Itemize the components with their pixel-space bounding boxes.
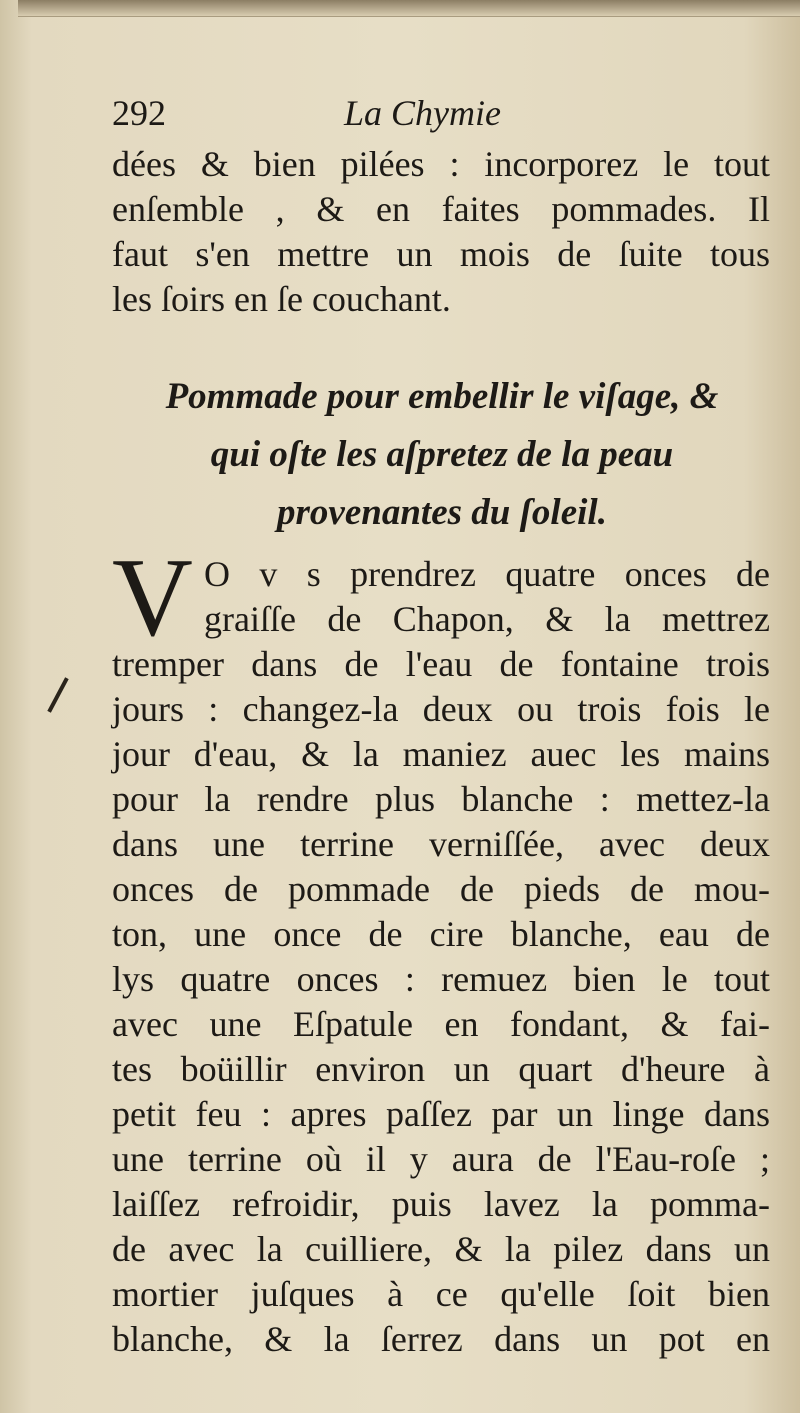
drop-cap: V bbox=[112, 536, 193, 660]
text-line: pour la rendre plus blanche : mettez-la bbox=[112, 779, 770, 819]
title-line: qui oſte les aſpretez de la peau bbox=[210, 434, 674, 475]
margin-mark bbox=[47, 677, 68, 712]
text-line: laiſſez refroidir, puis lavez la pomma- bbox=[112, 1184, 770, 1224]
text-line: dans une terrine verniſſée, avec deux bbox=[112, 824, 770, 864]
text-line: O v s prendrez quatre onces de bbox=[204, 554, 770, 594]
text-line: tes boüillir environ un quart d'heure à bbox=[112, 1049, 770, 1089]
text-line: les ſoirs en ſe couchant. bbox=[112, 279, 451, 319]
recipe-paragraph bbox=[112, 536, 770, 1362]
text-line: graiſſe de Chapon, & la mettrez bbox=[204, 599, 770, 639]
text-line: tremper dans de l'eau de fontaine trois bbox=[112, 644, 770, 684]
text-line: blanche, & la ſerrez dans un pot en bbox=[112, 1319, 770, 1359]
text-line: jours : changez-la deux ou trois fois le bbox=[112, 689, 770, 729]
text-line: lys quatre onces : remuez bien le tout bbox=[112, 959, 770, 999]
text-line: mortier juſques à ce qu'elle ſoit bien bbox=[112, 1274, 770, 1314]
page-number: 292 bbox=[112, 93, 166, 133]
continuation-paragraph bbox=[112, 142, 770, 322]
running-title: La Chymie bbox=[344, 93, 501, 133]
title-line: provenantes du ſoleil. bbox=[277, 492, 607, 533]
text-line: dées & bien pilées : incorporez le tout bbox=[112, 144, 770, 184]
page-header bbox=[112, 92, 772, 142]
text-line: faut s'en mettre un mois de ſuite tous bbox=[112, 234, 770, 274]
text-line: de avec la cuilliere, & la pilez dans un bbox=[112, 1229, 770, 1269]
text-line: une terrine où il y aura de l'Eau-roſe ; bbox=[112, 1139, 770, 1179]
text-line: avec une Eſpatule en fondant, & fai- bbox=[112, 1004, 770, 1044]
page-top-edge bbox=[18, 0, 800, 17]
recipe-title bbox=[112, 368, 772, 542]
text-line: onces de pommade de pieds de mou- bbox=[112, 869, 770, 909]
text-line: petit feu : apres paſſez par un linge dans bbox=[112, 1094, 770, 1134]
text-line: jour d'eau, & la maniez auec les mains bbox=[112, 734, 770, 774]
title-line: Pommade pour embellir le viſage, & bbox=[165, 376, 719, 417]
text-line: ton, une once de cire blanche, eau de bbox=[112, 914, 770, 954]
text-line: enſemble , & en faites pommades. Il bbox=[112, 189, 770, 229]
